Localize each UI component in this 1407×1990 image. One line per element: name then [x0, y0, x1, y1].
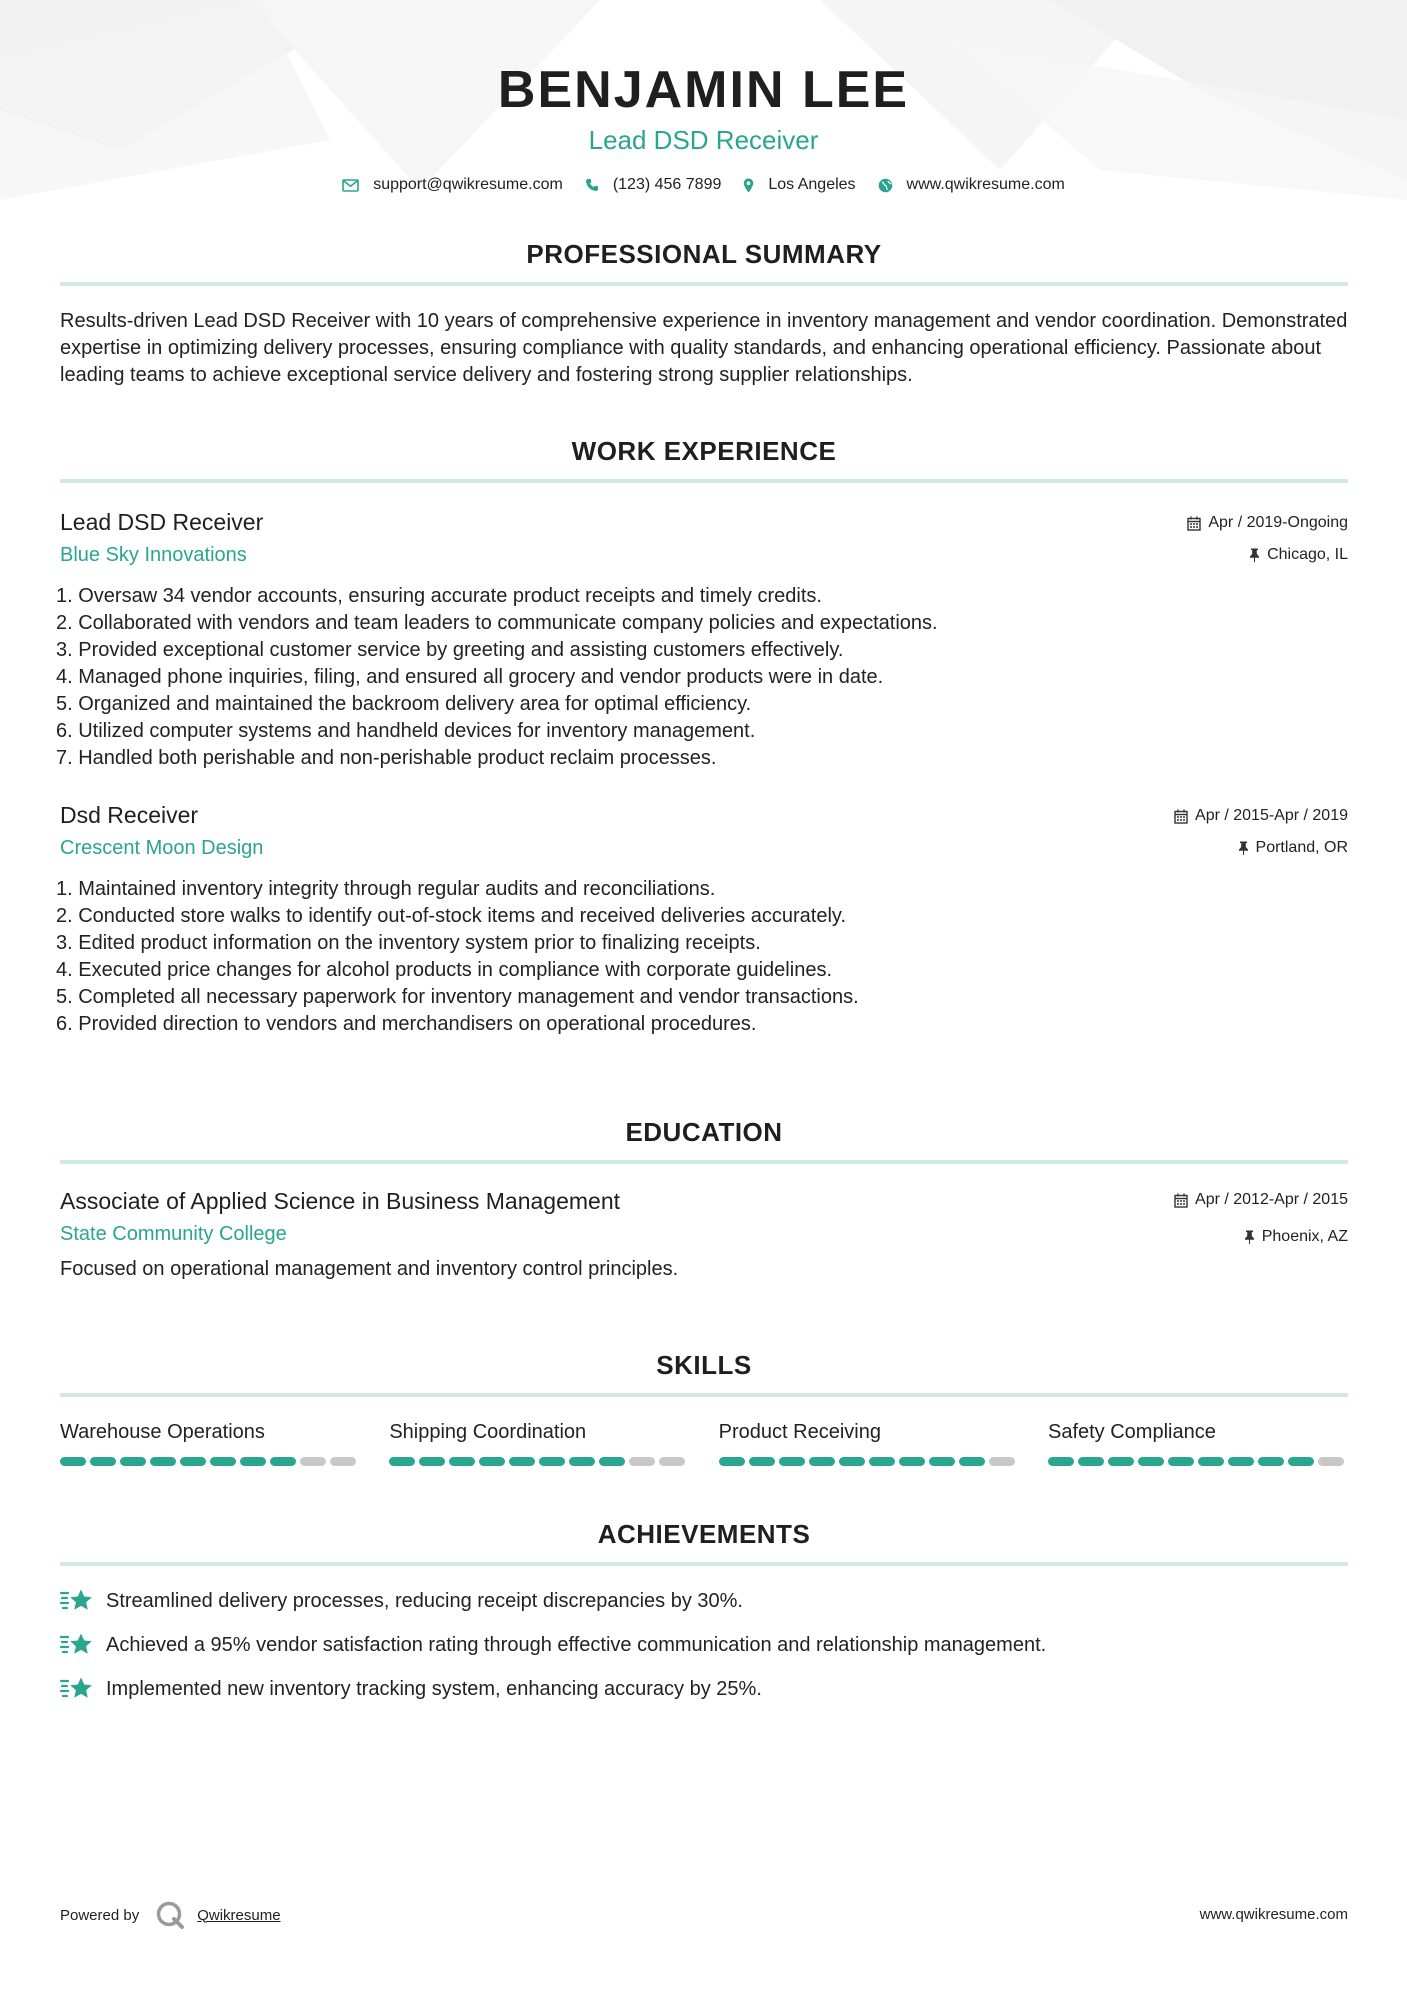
achievement-item [60, 1676, 1348, 1702]
list-item: 1. Maintained inventory integrity through regular audits and reconciliations. [56, 878, 716, 900]
candidate-name: BENJAMIN LEE [497, 61, 910, 119]
skill-segment-filled [419, 1457, 445, 1466]
footer-website[interactable]: www.qwikresume.com [1199, 1906, 1348, 1923]
skill-item [389, 1419, 689, 1466]
skill-segment-filled [509, 1457, 535, 1466]
skills-list [60, 1419, 1348, 1466]
job-dates: Apr / 2019-Ongoing [1208, 514, 1348, 531]
job-company: Crescent Moon Design [60, 837, 264, 859]
achievements-heading: ACHIEVEMENTS [597, 1519, 811, 1549]
skill-segment-filled [719, 1457, 745, 1466]
qwikresume-logo-icon [155, 1900, 185, 1930]
achievements-list [60, 1588, 1348, 1702]
job-meta [1187, 507, 1348, 569]
skill-segment-empty [659, 1457, 685, 1466]
job-location: Chicago, IL [1267, 546, 1348, 563]
skill-segment-empty [989, 1457, 1015, 1466]
achievement-text: Implemented new inventory tracking system, enhancing accuracy by 25%. [106, 1678, 762, 1700]
powered-by-label: Powered by [60, 1906, 140, 1924]
skill-segment-filled [1168, 1457, 1194, 1466]
skill-segment-filled [1258, 1457, 1284, 1466]
list-item: 4. Executed price changes for alcohol products in compliance with corporate guidelines. [56, 959, 832, 981]
skill-segment-filled [1198, 1457, 1224, 1466]
skill-segment-empty [330, 1457, 356, 1466]
contact-phone-text: (123) 456 7899 [612, 176, 722, 193]
skill-segment-filled [180, 1457, 206, 1466]
skills-heading: SKILLS [656, 1350, 752, 1380]
achievement-item [60, 1588, 1348, 1614]
calendar-icon [1174, 809, 1188, 824]
education-entry [60, 1186, 1348, 1283]
pushpin-icon [1244, 1230, 1255, 1244]
contact-email-text: support@qwikresume.com [373, 176, 563, 193]
skill-segment-filled [210, 1457, 236, 1466]
skill-segment-filled [929, 1457, 955, 1466]
section-divider [60, 1160, 1348, 1164]
phone-icon [585, 178, 599, 192]
brand-link[interactable]: Qwikresume [197, 1906, 281, 1924]
list-item: 1. Oversaw 34 vendor accounts, ensuring accurate product receipts and timely credits. [56, 585, 822, 607]
list-item: 4. Managed phone inquiries, filing, and ensured all grocery and vendor products were in date. [56, 666, 884, 688]
education-heading: EDUCATION [625, 1117, 783, 1147]
envelope-icon [342, 179, 359, 192]
job-title: Dsd Receiver [60, 802, 199, 828]
skill-segment-filled [539, 1457, 565, 1466]
skill-segment-filled [270, 1457, 296, 1466]
skill-segment-filled [569, 1457, 595, 1466]
skill-segment-filled [1048, 1457, 1074, 1466]
list-item: 3. Provided exceptional customer service by greeting and assisting customers effectively. [56, 639, 844, 661]
skill-segment-filled [749, 1457, 775, 1466]
skill-name: Safety Compliance [1047, 1421, 1216, 1443]
skill-segment-filled [1228, 1457, 1254, 1466]
skill-segment-filled [150, 1457, 176, 1466]
summary-section [60, 238, 1348, 389]
list-item: 5. Organized and maintained the backroom delivery area for optimal efficiency. [56, 693, 752, 715]
map-pin-icon [743, 178, 754, 193]
skill-segment-filled [389, 1457, 415, 1466]
contact-location-text: Los Angeles [768, 176, 856, 193]
contact-bar [0, 176, 1407, 194]
globe-icon [878, 178, 893, 193]
contact-phone[interactable] [585, 176, 722, 194]
list-item: 6. Utilized computer systems and handheld devices for inventory management. [56, 720, 756, 742]
job-dates: Apr / 2015-Apr / 2019 [1195, 807, 1348, 824]
contact-website[interactable] [878, 176, 1065, 194]
skill-segment-filled [479, 1457, 505, 1466]
star-badge-icon [60, 1676, 94, 1702]
education-dates: Apr / 2012-Apr / 2015 [1195, 1191, 1348, 1208]
list-item: 5. Completed all necessary paperwork for inventory management and vendor transactions. [56, 986, 859, 1008]
skill-segment-filled [809, 1457, 835, 1466]
skill-level-bar [1048, 1457, 1348, 1466]
education-description: Focused on operational management and inventory control principles. [60, 1258, 679, 1280]
job-bullets [56, 876, 1348, 1038]
skill-name: Product Receiving [718, 1421, 881, 1443]
skill-level-bar [389, 1457, 689, 1466]
list-item: 3. Edited product information on the inventory system prior to finalizing receipts. [56, 932, 761, 954]
list-item: 7. Handled both perishable and non-perishable product reclaim processes. [56, 747, 717, 769]
job-bullets [56, 583, 1348, 772]
achievement-item [60, 1632, 1348, 1658]
degree-title: Associate of Applied Science in Business Management [60, 1188, 620, 1214]
list-item: 6. Provided direction to vendors and merchandisers on operational procedures. [56, 1013, 757, 1035]
achievement-text: Streamlined delivery processes, reducing receipt discrepancies by 30%. [106, 1590, 743, 1612]
list-item: 2. Collaborated with vendors and team leaders to communicate company policies and expectations. [56, 612, 938, 634]
summary-heading: PROFESSIONAL SUMMARY [526, 239, 882, 269]
summary-text: Results-driven Lead DSD Receiver with 10 years of comprehensive experience in inventory management and vendor coordination. Demonstrated expertise in optimizing delivery processes, ensuring compliance with quality standards, and enhancing operational efficiency. Passionate about leading teams to achieve exceptional service delivery and fostering strong supplier relationships. [60, 310, 1348, 386]
skill-segment-filled [60, 1457, 86, 1466]
calendar-icon [1187, 516, 1201, 531]
achievement-text: Achieved a 95% vendor satisfaction rating through effective communication and relationship management. [106, 1634, 1047, 1656]
skill-segment-filled [899, 1457, 925, 1466]
skill-segment-filled [779, 1457, 805, 1466]
skill-segment-filled [839, 1457, 865, 1466]
skill-item [719, 1419, 1019, 1466]
section-divider [60, 282, 1348, 286]
section-divider [60, 1393, 1348, 1397]
section-divider [60, 479, 1348, 483]
contact-email[interactable] [342, 176, 563, 194]
skill-level-bar [60, 1457, 360, 1466]
skill-segment-filled [1138, 1457, 1164, 1466]
skill-segment-empty [629, 1457, 655, 1466]
resume-header [0, 0, 1407, 194]
job-meta [1174, 800, 1348, 862]
skill-segment-filled [599, 1457, 625, 1466]
star-badge-icon [60, 1632, 94, 1658]
skill-item [60, 1419, 360, 1466]
skill-segment-filled [1288, 1457, 1314, 1466]
experience-heading: WORK EXPERIENCE [571, 436, 837, 466]
skills-section [60, 1349, 1348, 1466]
contact-website-text: www.qwikresume.com [906, 176, 1065, 193]
section-divider [60, 1562, 1348, 1566]
achievements-section [60, 1518, 1348, 1720]
education-meta [1174, 1186, 1348, 1248]
pushpin-icon [1249, 548, 1260, 562]
skill-segment-filled [120, 1457, 146, 1466]
skill-item [1048, 1419, 1348, 1466]
candidate-title: Lead DSD Receiver [588, 125, 819, 155]
experience-section [56, 435, 1348, 1038]
school-name: State Community College [60, 1223, 287, 1245]
calendar-icon [1174, 1193, 1188, 1208]
skill-level-bar [719, 1457, 1019, 1466]
pushpin-icon [1238, 841, 1249, 855]
job-entry [56, 507, 1348, 772]
skill-name: Warehouse Operations [60, 1421, 265, 1443]
skill-segment-filled [449, 1457, 475, 1466]
star-badge-icon [60, 1588, 94, 1614]
list-item: 2. Conducted store walks to identify out-of-stock items and received deliveries accurately. [56, 905, 846, 927]
education-section [60, 1116, 1348, 1283]
skill-segment-filled [1108, 1457, 1134, 1466]
skill-segment-empty [1318, 1457, 1344, 1466]
job-company: Blue Sky Innovations [60, 544, 247, 566]
job-location: Portland, OR [1255, 839, 1348, 856]
contact-location [743, 176, 855, 194]
job-title: Lead DSD Receiver [60, 509, 264, 535]
skill-segment-filled [869, 1457, 895, 1466]
skill-name: Shipping Coordination [389, 1421, 587, 1443]
skill-segment-filled [959, 1457, 985, 1466]
footer-powered-by [60, 1900, 281, 1930]
education-location: Phoenix, AZ [1261, 1228, 1348, 1245]
skill-segment-empty [300, 1457, 326, 1466]
skill-segment-filled [90, 1457, 116, 1466]
job-entry [56, 800, 1348, 1038]
skill-segment-filled [240, 1457, 266, 1466]
skill-segment-filled [1078, 1457, 1104, 1466]
